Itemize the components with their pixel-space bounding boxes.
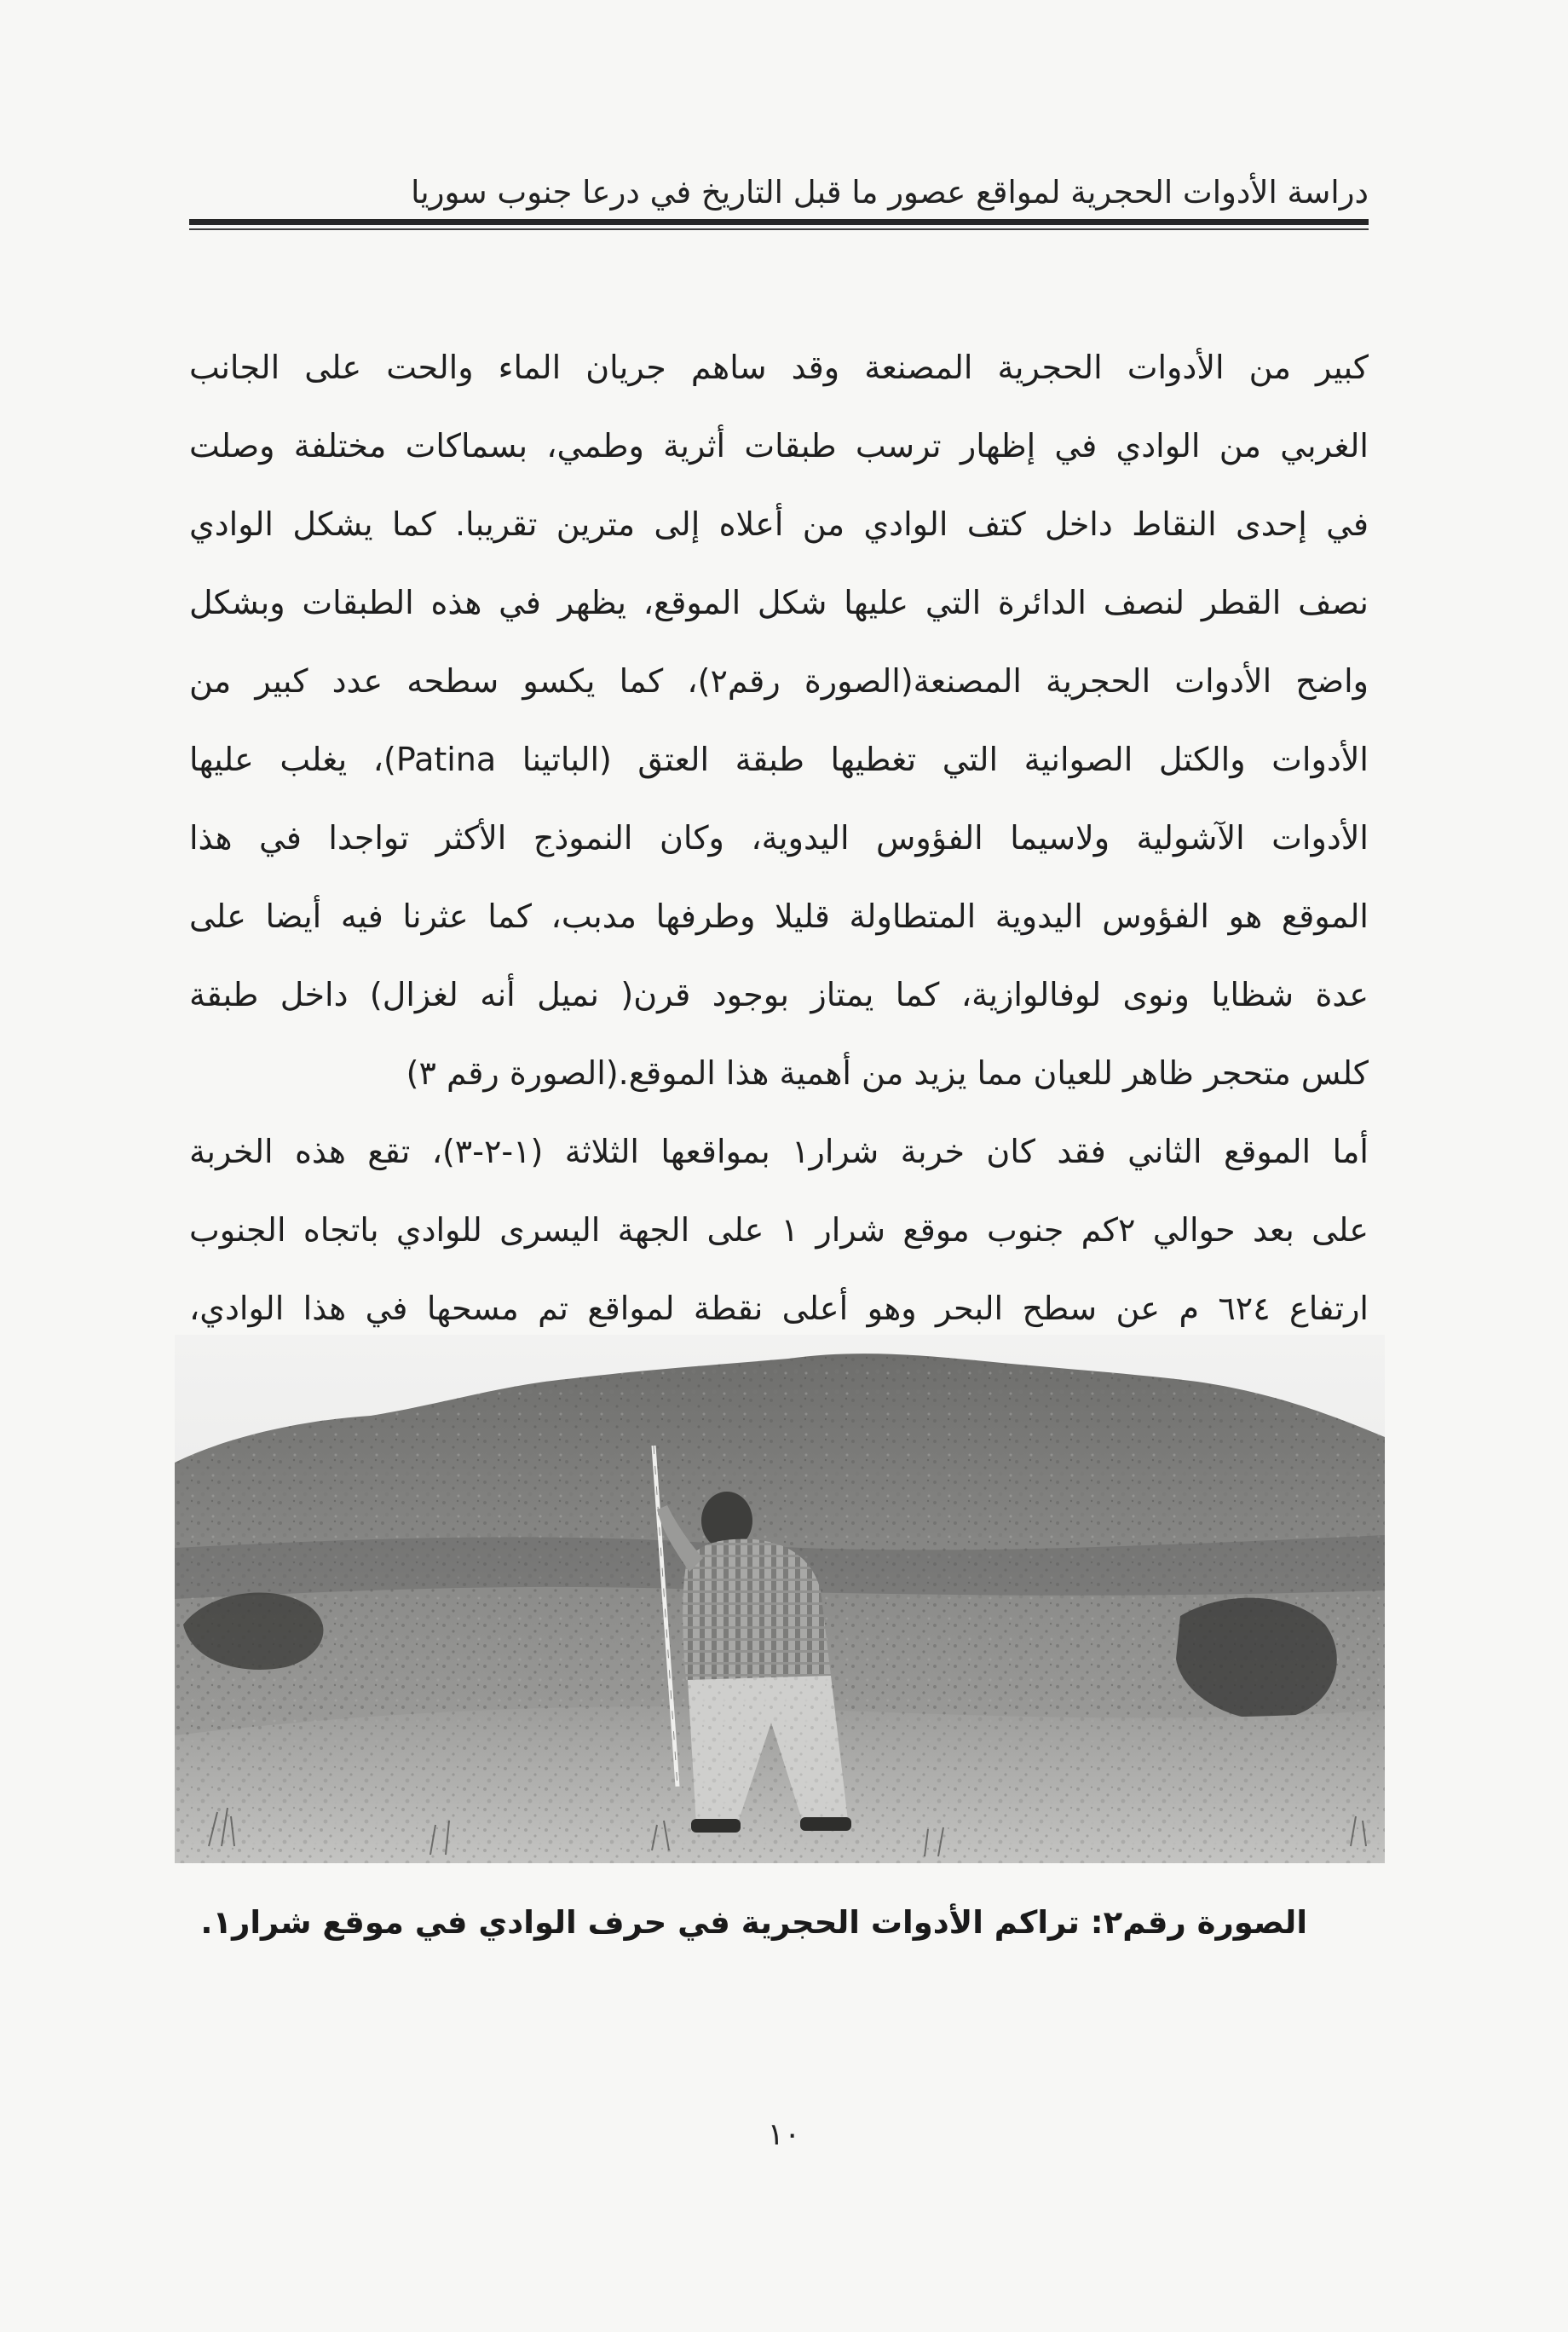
text-line: في إحدى النقاط داخل كتف الوادي من أعلاه إلى مترين تقريبا. كما يشكل الوادي [189, 505, 1369, 543]
header-rule-thin [189, 228, 1369, 230]
text-line: كلس متحجر ظاهر للعيان مما يزيد من أهمية هذا الموقع.(الصورة رقم ٣) [406, 1054, 1369, 1092]
text-line: واضح الأدوات الحجرية المصنعة(الصورة رقم٢)، كما يكسو سطحه عدد كبير من [189, 662, 1369, 700]
body-text [189, 328, 1369, 1426]
text-line: الأدوات والكتل الصوانية التي تغطيها طبقة العتق (الباتينا Patina)، يغلب عليها [189, 741, 1369, 778]
text-line: نصف القطر لنصف الدائرة التي عليها شكل الموقع، يظهر في هذه الطبقات وبشكل [189, 584, 1369, 621]
header-rule-thick [189, 219, 1369, 225]
text-line: الأدوات الآشولية ولاسيما الفؤوس اليدوية، وكان النموذج الأكثر تواجدا في هذا [189, 819, 1369, 857]
text-line: الموقع هو الفؤوس اليدوية المتطاولة قليلا وطرفها مدبب، كما عثرنا فيه أيضا على [189, 898, 1369, 935]
running-header: دراسة الأدوات الحجرية لمواقع عصور ما قبل التاريخ في درعا جنوب سوريا [411, 174, 1369, 211]
text-line: ارتفاع ٦٢٤ م عن سطح البحر وهو أعلى نقطة لمواقع تم مسحها في هذا الوادي، [189, 1290, 1369, 1327]
text-line: الغربي من الوادي في إظهار ترسب طبقات أثرية وطمي، بسماكات مختلفة وصلت [189, 427, 1369, 465]
page-number: ١٠ [767, 2117, 801, 2152]
text-line: على بعد حوالي ٢كم جنوب موقع شرار ١ على الجهة اليسرى للوادي باتجاه الجنوب [189, 1211, 1369, 1249]
text-line: كبير من الأدوات الحجرية المصنعة وقد ساهم جريان الماء والحت على الجانب [189, 349, 1369, 386]
figure-caption: الصورة رقم٢: تراكم الأدوات الحجرية في حرف الوادي في موقع شرار١. [200, 1904, 1307, 1941]
site-photo [175, 1335, 1385, 1863]
text-line: عدة شظايا ونوى لوفالوازية، كما يمتاز بوجود قرن( نميل أنه لغزال) داخل طبقة [189, 976, 1369, 1013]
photo-illustration [175, 1335, 1385, 1863]
text-line: أما الموقع الثاني فقد كان خربة شرار١ بمواقعها الثلاثة (١-٢-٣)، تقع هذه الخربة [189, 1133, 1369, 1170]
